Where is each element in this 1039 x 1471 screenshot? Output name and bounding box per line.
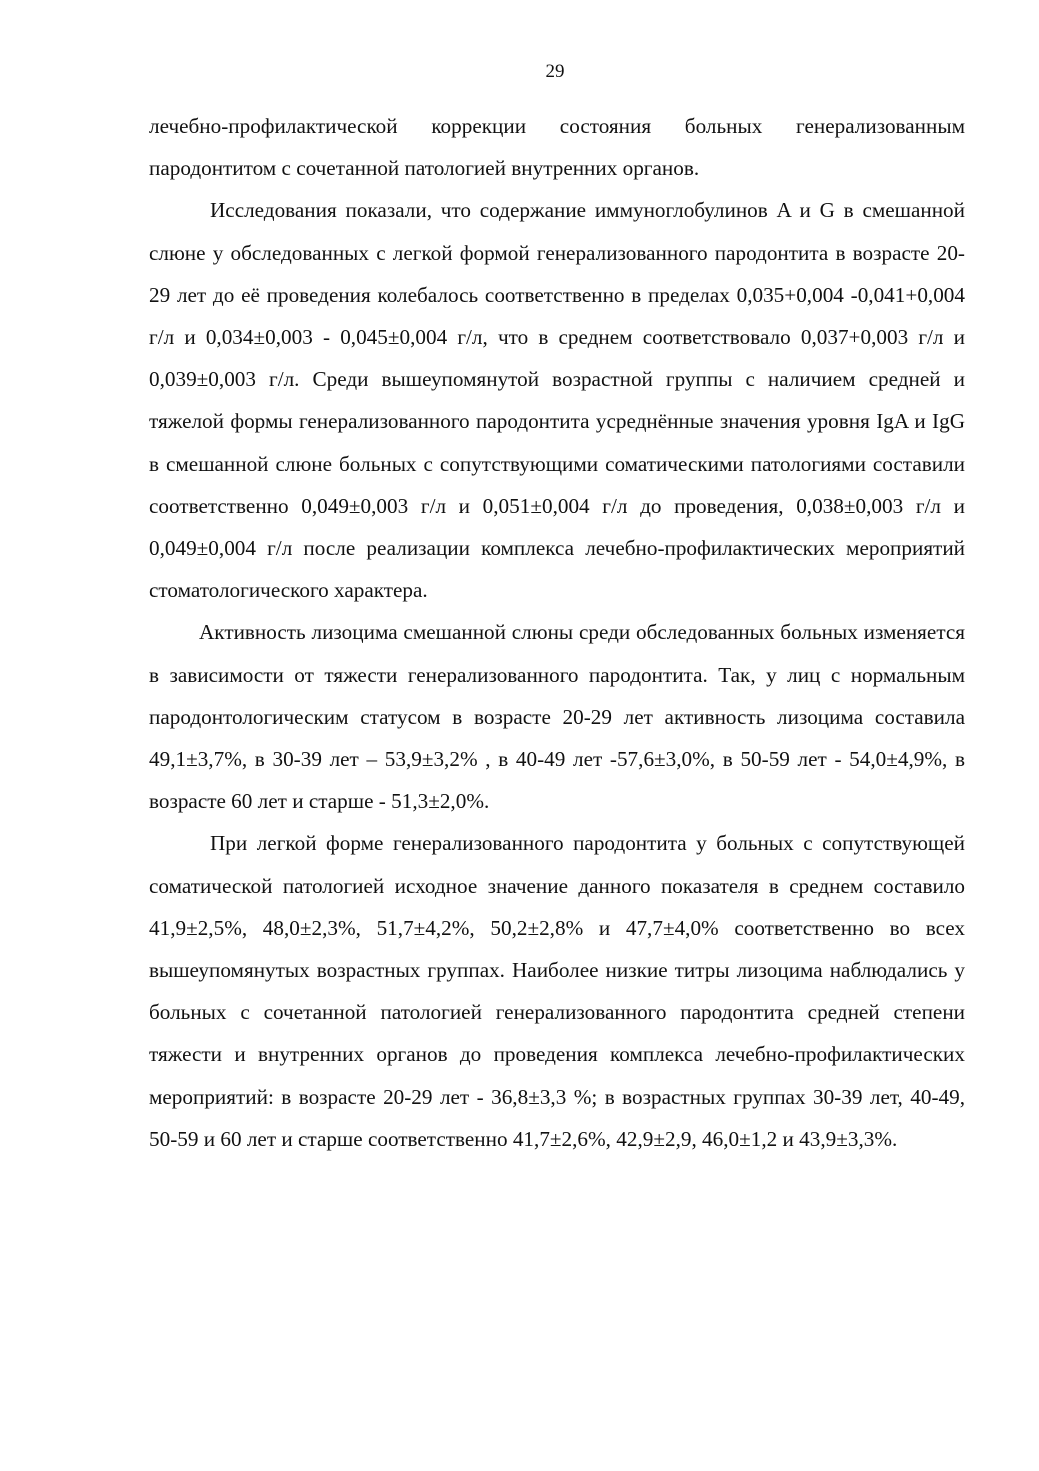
paragraph-continuation: лечебно-профилактической коррекции состояния больных генерализованным пародонтитом с сочетанной патологией внутренних органов. bbox=[149, 114, 965, 181]
paragraph-lysozyme-activity: Активность лизоцима смешанной слюны среди обследованных больных изменяется в зависимости от тяжести генерализованного пародонтита. Так, у лиц с нормальным пародонтологическим статусом в возрасте 20-29 лет активность лизоцима составила 49,1±3,7%, в 30-39 лет – 53,9±3,2% , в 40-49 лет -57,6±3,0%, в 50-59 лет - 54,0±4,9%, в возрасте 60 лет и старше - 51,3±2,0%. bbox=[149, 620, 965, 814]
paragraph-immunoglobulins: Исследования показали, что содержание иммуноглобулинов A и G в смешанной слюне у обследованных с легкой формой генерализованного пародонтита в возрасте 20-29 лет до её проведения колебалось соответственно в пределах 0,035+0,004 -0,041+0,004 г/л и 0,034±0,003 - 0,045±0,004 г/л, что в среднем соответствовало 0,037+0,003 г/л и 0,039±0,003 г/л. Среди вышеупомянутой возрастной группы с наличием средней и тяжелой формы генерализованного пародонтита усреднённые значения уровня IgA и IgG в смешанной слюне больных с сопутствующими соматическими патологиями составили соответственно 0,049±0,003 г/л и 0,051±0,004 г/л до проведения, 0,038±0,003 г/л и 0,049±0,004 г/л после реализации комплекса лечебно-профилактических мероприятий стоматологического характера. bbox=[149, 198, 965, 603]
paragraph-mild-form: При легкой форме генерализованного пародонтита у больных с сопутствующей соматической патологией исходное значение данного показателя в среднем составило 41,9±2,5%, 48,0±2,3%, 51,7±4,2%, 50,2±2,8% и 47,7±4,0% соответственно во всех вышеупомянутых возрастных группах. Наиболее низкие титры лизоцима наблюдались у больных с сочетанной патологией генерализованного пародонтита средней степени тяжести и внутренних органов до проведения комплекса лечебно-профилактических мероприятий: в возрасте 20-29 лет - 36,8±3,3 %; в возрастных группах 30-39 лет, 40-49, 50-59 и 60 лет и старше соответственно 41,7±2,6%, 42,9±2,9, 46,0±1,2 и 43,9±3,3%. bbox=[149, 831, 965, 1151]
page-body bbox=[149, 105, 965, 1160]
page-number: 29 bbox=[545, 61, 565, 82]
